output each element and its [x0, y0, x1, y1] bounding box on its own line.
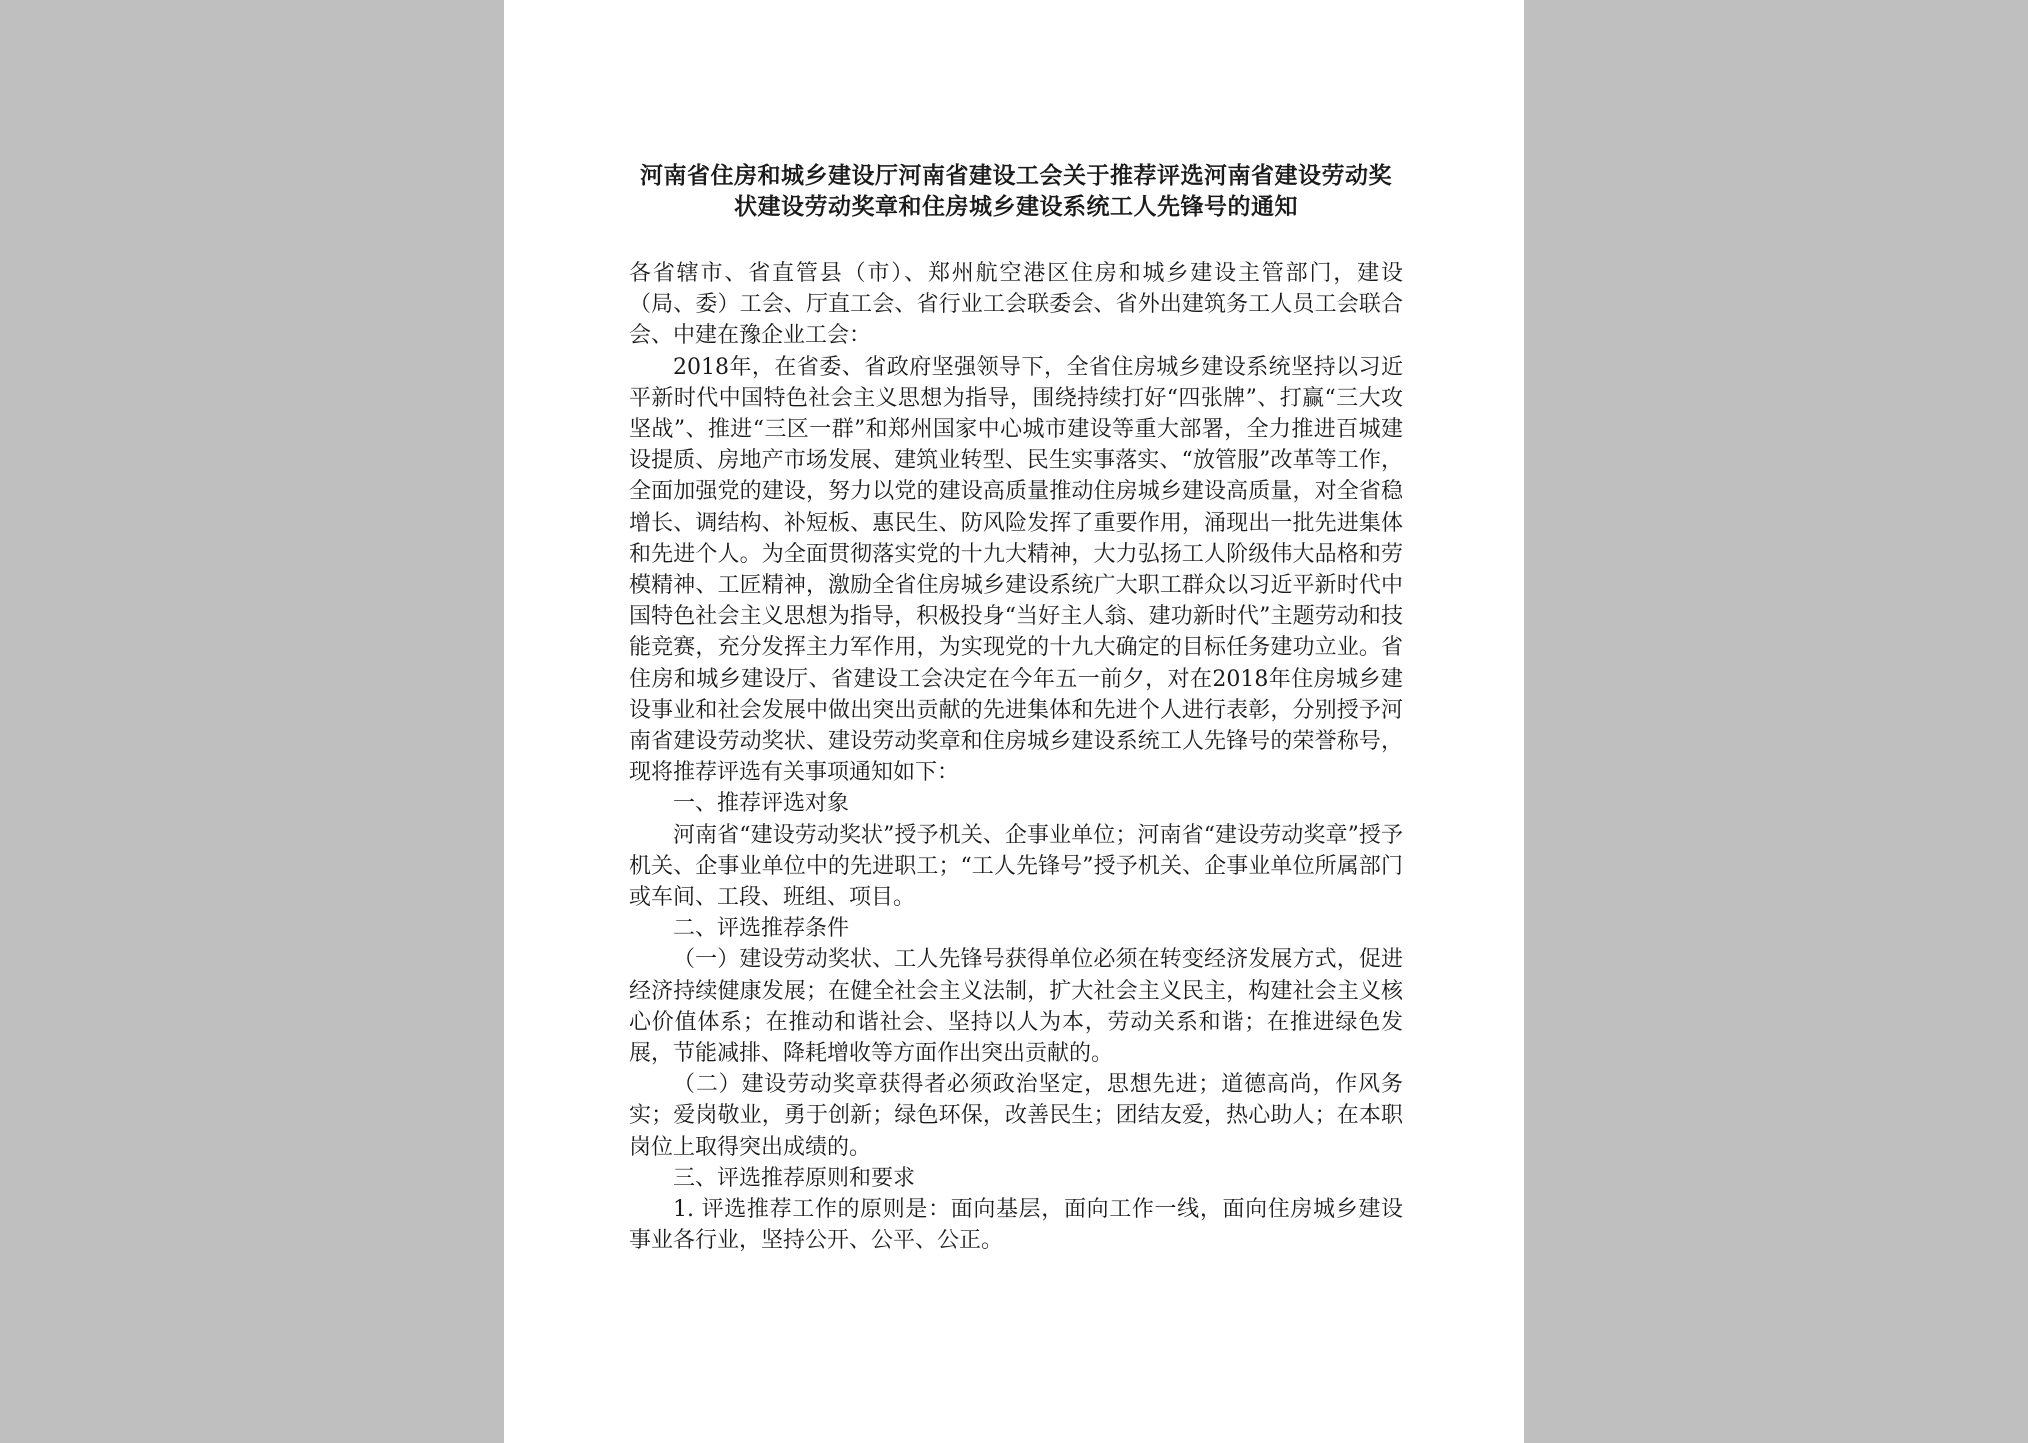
intro-paragraph: 2018年，在省委、省政府坚强领导下，全省住房城乡建设系统坚持以习近平新时代中国特色社会主义思想为指导，围绕持续打好“四张牌”、打赢“三大攻坚战”、推进“三区一群”和郑州国家中心城市建设等重大部署，全力推进百城建设提质、房地产市场发展、建筑业转型、民生实事落实、“放管服”改革等工作，全面加强党的建设，努力以党的建设高质量推动住房城乡建设高质量，对全省稳增长、调结构、补短板、惠民生、防风险发挥了重要作用，涌现出一批先进集体和先进个人。为全面贯彻落实党的十九大精神，大力弘扬工人阶级伟大品格和劳模精神、工匠精神，激励全省住房城乡建设系统广大职工群众以习近平新时代中国特色社会主义思想为指导，积极投身“当好主人翁、建功新时代”主题劳动和技能竞赛，充分发挥主力军作用，为实现党的十九大确定的目标任务建功立业。省住房和城乡建设厅、省建设工会决定在今年五一前夕，对在2018年住房城乡建设事业和社会发展中做出突出贡献的先进集体和先进个人进行表彰，分别授予河南省建设劳动奖状、建设劳动奖章和住房城乡建设系统工人先锋号的荣誉称号，现将推荐评选有关事项通知如下：: [629, 354, 1403, 786]
section2-item-1: （一）建设劳动奖状、工人先锋号获得单位必须在转变经济发展方式，促进经济持续健康发展；在健全社会主义法制，扩大社会主义民主，构建社会主义核心价值体系；在推动和谐社会、坚持以人为本，劳动关系和谐；在推进绿色发展，节能减排、降耗增收等方面作出突出贡献的。: [629, 947, 1403, 1067]
section3-item-1: 1. 评选推荐工作的原则是：面向基层，面向工作一线，面向住房城乡建设事业各行业，坚持公开、公平、公正。: [629, 1197, 1403, 1254]
section1-body: 河南省“建设劳动奖状”授予机关、企事业单位；河南省“建设劳动奖章”授予机关、企事业单位中的先进职工；“工人先锋号”授予机关、企事业单位所属部门或车间、工段、班组、项目。: [629, 822, 1403, 911]
document-page: [504, 0, 1524, 1443]
section2-item-2: （二）建设劳动奖章获得者必须政治坚定，思想先进；道德高尚，作风务实；爱岗敬业，勇于创新；绿色环保，改善民生；团结友爱，热心助人；在本职岗位上取得突出成绩的。: [629, 1072, 1403, 1160]
section1-heading: 一、推荐评选对象: [673, 791, 850, 817]
document-title: 河南省住房和城乡建设厅河南省建设工会关于推荐评选河南省建设劳动奖状建设劳动奖章和住房城乡建设系统工人先锋号的通知: [640, 162, 1392, 220]
section3-heading: 三、评选推荐原则和要求: [673, 1165, 916, 1191]
document-body: [629, 160, 1403, 1257]
salutation: 各省辖市、省直管县（市）、郑州航空港区住房和城乡建设主管部门，建设（局、委）工会、厅直工会、省行业工会联委会、省外出建筑务工人员工会联合会、中建在豫企业工会：: [629, 261, 1403, 349]
section2-heading: 二、评选推荐条件: [673, 916, 850, 942]
